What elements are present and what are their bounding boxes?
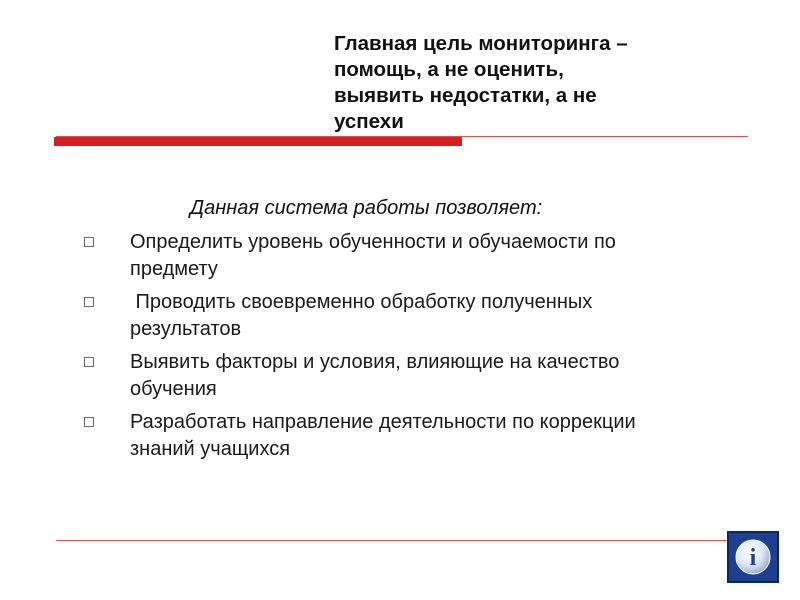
bullet-text: Выявить факторы и условия, влияющие на качество обучения xyxy=(130,351,620,400)
bullet-text: Проводить своевременно обработку полученных результатов xyxy=(130,291,593,340)
square-bullet-icon xyxy=(84,297,94,307)
title-accent-bar xyxy=(54,137,462,146)
square-bullet-icon xyxy=(84,357,94,367)
square-bullet-icon xyxy=(84,417,94,427)
list-item xyxy=(80,409,740,463)
info-button[interactable] xyxy=(727,531,779,583)
bullet-text: Определить уровень обученности и обучаемости по предмету xyxy=(130,231,616,280)
bullet-list xyxy=(80,229,740,469)
footer-divider-line xyxy=(56,540,748,541)
list-item xyxy=(80,289,740,343)
square-bullet-icon xyxy=(84,237,94,247)
list-item xyxy=(80,229,740,283)
bullet-text: Разработать направление деятельности по коррекции знаний учащихся xyxy=(130,411,636,460)
intro-text: Данная система работы позволяет: xyxy=(190,197,543,219)
list-item xyxy=(80,349,740,403)
info-icon xyxy=(733,537,773,577)
info-glyph: i xyxy=(749,545,757,571)
slide-title: Главная цель мониторинга – помощь, а не оценить, выявить недостатки, а не успехи xyxy=(334,32,628,133)
